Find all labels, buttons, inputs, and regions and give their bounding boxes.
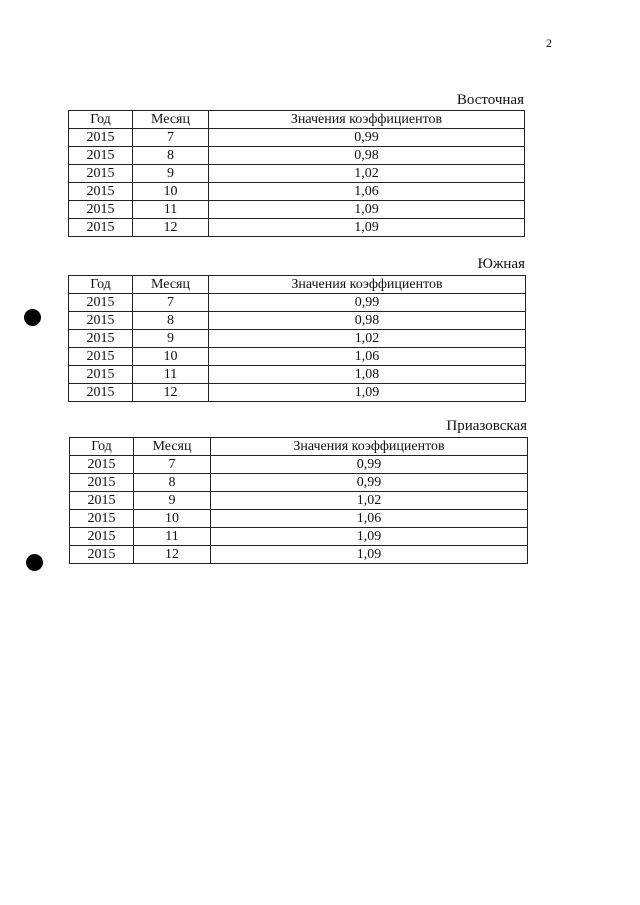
cell-value: 1,09 [209, 219, 525, 237]
cell-month: 10 [133, 348, 209, 366]
cell-value: 1,02 [211, 492, 528, 510]
cell-month: 8 [133, 312, 209, 330]
punch-hole [24, 309, 41, 326]
table-row [69, 183, 525, 201]
coefficients-table [68, 275, 526, 402]
cell-month: 12 [134, 546, 211, 564]
cell-year: 2015 [69, 312, 133, 330]
cell-value: 0,99 [209, 129, 525, 147]
cell-month: 12 [133, 219, 209, 237]
table-row [69, 129, 525, 147]
cell-month: 8 [134, 474, 211, 492]
table-row [69, 219, 525, 237]
cell-month: 8 [133, 147, 209, 165]
header-month: Месяц [133, 276, 209, 294]
table-row [70, 510, 528, 528]
cell-year: 2015 [69, 129, 133, 147]
cell-value: 0,99 [211, 474, 528, 492]
cell-year: 2015 [69, 366, 133, 384]
cell-year: 2015 [70, 528, 134, 546]
cell-value: 1,08 [209, 366, 526, 384]
section-priazovskaya [69, 417, 527, 567]
table-header-row [70, 438, 528, 456]
cell-value: 0,98 [209, 312, 526, 330]
cell-value: 0,98 [209, 147, 525, 165]
cell-year: 2015 [69, 183, 133, 201]
cell-year: 2015 [70, 510, 134, 528]
cell-month: 9 [134, 492, 211, 510]
table-row [69, 348, 526, 366]
header-coefficient: Значения коэффициентов [211, 438, 528, 456]
cell-value: 1,09 [209, 384, 526, 402]
header-month: Месяц [133, 111, 209, 129]
cell-year: 2015 [70, 492, 134, 510]
section-title: Южная [477, 256, 525, 272]
cell-month: 7 [133, 129, 209, 147]
cell-year: 2015 [70, 546, 134, 564]
table-row [69, 312, 526, 330]
table-row [70, 528, 528, 546]
cell-month: 11 [133, 366, 209, 384]
cell-month: 7 [134, 456, 211, 474]
cell-value: 0,99 [211, 456, 528, 474]
cell-year: 2015 [69, 201, 133, 219]
cell-month: 9 [133, 330, 209, 348]
table-row [70, 456, 528, 474]
table-row [70, 474, 528, 492]
table-row [69, 201, 525, 219]
table-header-row [69, 276, 526, 294]
header-year: Год [69, 111, 133, 129]
cell-year: 2015 [69, 219, 133, 237]
cell-value: 1,06 [209, 348, 526, 366]
cell-month: 10 [134, 510, 211, 528]
cell-month: 12 [133, 384, 209, 402]
header-coefficient: Значения коэффициентов [209, 276, 526, 294]
section-vostochnaya [68, 90, 524, 240]
cell-year: 2015 [69, 165, 133, 183]
cell-year: 2015 [69, 384, 133, 402]
cell-month: 11 [134, 528, 211, 546]
header-month: Месяц [134, 438, 211, 456]
cell-value: 1,06 [211, 510, 528, 528]
cell-month: 9 [133, 165, 209, 183]
cell-value: 1,09 [209, 201, 525, 219]
page-number: 2 [546, 36, 552, 50]
coefficients-table [69, 437, 528, 564]
cell-year: 2015 [69, 147, 133, 165]
cell-year: 2015 [69, 330, 133, 348]
cell-month: 11 [133, 201, 209, 219]
header-year: Год [70, 438, 134, 456]
table-row [69, 147, 525, 165]
table-row [69, 165, 525, 183]
cell-value: 1,02 [209, 165, 525, 183]
table-row [69, 384, 526, 402]
cell-year: 2015 [70, 474, 134, 492]
table-row [70, 492, 528, 510]
section-yuzhnaya [68, 255, 525, 405]
cell-value: 1,09 [211, 546, 528, 564]
cell-value: 0,99 [209, 294, 526, 312]
table-row [70, 546, 528, 564]
coefficients-table [68, 110, 525, 237]
punch-hole [26, 554, 43, 571]
header-year: Год [69, 276, 133, 294]
cell-value: 1,09 [211, 528, 528, 546]
table-row [69, 366, 526, 384]
header-coefficient: Значения коэффициентов [209, 111, 525, 129]
cell-month: 7 [133, 294, 209, 312]
cell-month: 10 [133, 183, 209, 201]
table-row [69, 330, 526, 348]
cell-year: 2015 [69, 294, 133, 312]
section-title: Восточная [456, 92, 524, 108]
cell-year: 2015 [69, 348, 133, 366]
cell-value: 1,06 [209, 183, 525, 201]
section-title: Приазовская [446, 418, 527, 434]
cell-year: 2015 [70, 456, 134, 474]
table-row [69, 294, 526, 312]
table-header-row [69, 111, 525, 129]
cell-value: 1,02 [209, 330, 526, 348]
